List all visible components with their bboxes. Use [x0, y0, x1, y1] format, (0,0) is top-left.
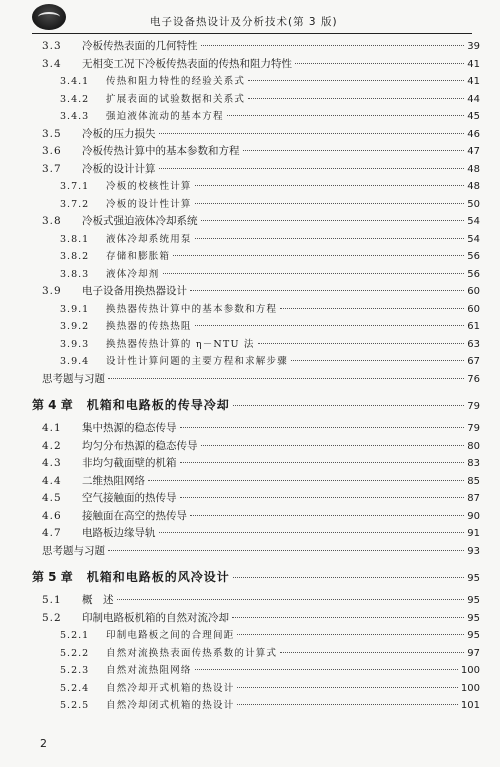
toc-entry-number: 3.9.2 — [60, 321, 90, 332]
toc-entry-page: 95 — [467, 630, 480, 641]
toc-entry-number: 3.4 — [42, 57, 62, 70]
page-number: 2 — [40, 737, 47, 750]
toc-leader-dots — [227, 115, 465, 116]
toc-entry-page: 39 — [467, 41, 480, 52]
toc-leader-dots — [180, 497, 465, 498]
toc-entry-page: 56 — [467, 268, 480, 280]
toc-entry-page: 101 — [460, 700, 480, 711]
toc-entry-page: 97 — [467, 647, 480, 659]
toc-leader-dots — [190, 515, 464, 516]
toc-entry[interactable] — [32, 91, 480, 109]
toc-leader-dots — [248, 80, 464, 81]
toc-entry-number: 5.2 — [42, 611, 62, 624]
toc-entry-title: 自然对流换热表面传热系数的计算式 — [106, 647, 278, 659]
toc-entry[interactable] — [32, 525, 480, 543]
toc-entry-page: 67 — [467, 356, 480, 367]
toc-entry-number: 3.8.3 — [60, 268, 90, 280]
toc-entry-number: 4.2 — [42, 439, 62, 452]
toc-leader-dots — [180, 427, 465, 428]
toc-leader-dots — [159, 168, 465, 169]
toc-entry[interactable] — [32, 108, 480, 126]
toc-entry-page: 95 — [467, 612, 480, 624]
toc-leader-dots — [108, 378, 464, 379]
toc-entry-number: 3.7 — [42, 162, 62, 175]
toc-entry-page: 85 — [467, 475, 480, 487]
toc-entry-page: 60 — [467, 303, 480, 315]
toc-leader-dots — [195, 203, 465, 204]
toc-entry-title: 思考题与习题 — [42, 544, 105, 557]
toc-entry-number: 4.5 — [42, 492, 62, 504]
toc-entry[interactable] — [32, 490, 480, 508]
toc-entry-number: 3.9.4 — [60, 356, 90, 367]
toc-entry-number: 3.5 — [42, 127, 62, 140]
toc-entry-title: 冷板的校核性计算 — [106, 181, 192, 192]
toc-entry-page: 83 — [467, 458, 480, 469]
toc-entry-number: 3.3 — [42, 40, 62, 52]
toc-entry-page: 80 — [467, 440, 480, 452]
page-header — [0, 0, 500, 38]
toc-entry-title: 换热器传热计算中的基本参数和方程 — [106, 303, 278, 315]
toc-leader-dots — [163, 273, 465, 274]
toc-entry-title: 印制电路板机箱的自然对流冷却 — [82, 611, 229, 624]
toc-entry-title: 自然冷却闭式机箱的热设计 — [106, 700, 235, 711]
toc-leader-dots — [201, 220, 465, 221]
toc-entry-title: 液体冷却剂 — [106, 268, 160, 280]
toc-entry-title: 存储和膨胀箱 — [106, 251, 171, 262]
toc-leader-dots — [195, 669, 458, 670]
toc-entry-number: 4.7 — [42, 527, 62, 539]
publisher-logo-icon — [32, 4, 66, 30]
toc-entry[interactable] — [32, 73, 480, 91]
toc-entry[interactable] — [32, 126, 480, 144]
toc-entry[interactable] — [32, 213, 480, 231]
toc-leader-dots — [117, 599, 465, 600]
toc-leader-dots — [233, 577, 465, 578]
toc-leader-dots — [159, 532, 465, 533]
toc-entry-title: 空气接触面的热传导 — [82, 492, 177, 504]
toc-entry-number: 5.2.3 — [60, 665, 90, 676]
toc-entry-number: 3.7.2 — [60, 198, 90, 210]
toc-leader-dots — [291, 360, 464, 361]
toc-leader-dots — [195, 238, 465, 239]
toc-entry-number: 3.8.1 — [60, 233, 90, 245]
toc-entry-number: 3.9.3 — [60, 338, 90, 350]
toc-entry-page: 48 — [467, 181, 480, 192]
toc-entry[interactable] — [32, 336, 480, 354]
toc-entry-page: 79 — [467, 401, 480, 412]
toc-entry-title: 电子设备用换热器设计 — [82, 285, 187, 297]
toc-entry-title: 冷板传热计算中的基本参数和方程 — [82, 145, 240, 157]
toc-entry-title: 非均匀截面壁的机箱 — [82, 457, 177, 469]
toc-entry[interactable] — [32, 178, 480, 196]
toc-entry-title: 均匀分布热源的稳态传导 — [82, 439, 198, 452]
toc-entry-title: 扩展表面的试验数据和关系式 — [106, 93, 246, 105]
toc-entry-number: 3.8.2 — [60, 251, 90, 262]
toc-entry-page: 45 — [467, 111, 480, 122]
toc-leader-dots — [148, 480, 464, 481]
toc-entry-page: 46 — [467, 128, 480, 140]
toc-entry-page: 93 — [467, 545, 480, 557]
toc-entry-title: 冷板传热表面的几何特性 — [82, 40, 198, 52]
table-of-contents — [32, 38, 480, 715]
toc-chapter-entry[interactable] — [32, 392, 480, 420]
toc-entry-number: 5.2.5 — [60, 700, 90, 711]
toc-entry[interactable] — [32, 543, 480, 561]
toc-entry[interactable] — [32, 680, 480, 698]
toc-entry-page: 60 — [467, 286, 480, 297]
toc-leader-dots — [258, 343, 465, 344]
toc-entry-title: 换热器的传热热阻 — [106, 321, 192, 332]
toc-entry-number: 4.1 — [42, 422, 62, 434]
toc-leader-dots — [237, 704, 458, 705]
toc-leader-dots — [248, 98, 464, 99]
toc-chapter-entry[interactable] — [32, 564, 480, 592]
toc-entry-title: 换热器传热计算的 η－NTU 法 — [106, 338, 255, 350]
toc-entry-number: 4.3 — [42, 457, 62, 469]
toc-entry-page: 95 — [467, 573, 480, 584]
toc-leader-dots — [108, 550, 464, 551]
toc-entry-title: 思考题与习题 — [42, 372, 105, 385]
toc-entry-page: 44 — [467, 93, 480, 105]
toc-entry[interactable] — [32, 438, 480, 456]
toc-entry-number: 3.4.1 — [60, 76, 90, 87]
toc-entry-number: 5.1 — [42, 594, 62, 606]
toc-leader-dots — [280, 308, 464, 309]
toc-entry[interactable] — [32, 662, 480, 680]
toc-entry-title: 自然冷却开式机箱的热设计 — [106, 682, 235, 694]
toc-entry-title: 冷板的设计计算 — [82, 162, 156, 175]
toc-entry-title: 概 述 — [82, 594, 114, 606]
toc-entry-title: 二维热阻网络 — [82, 474, 145, 487]
toc-leader-dots — [237, 687, 458, 688]
toc-entry-number: 5.2.2 — [60, 647, 90, 659]
toc-entry[interactable] — [32, 610, 480, 628]
toc-entry-title: 自然对流热阻网络 — [106, 665, 192, 676]
toc-leader-dots — [237, 634, 464, 635]
running-header-title: 电子设备热设计及分析技术(第 3 版) — [150, 16, 338, 28]
toc-entry-page: 41 — [467, 58, 480, 70]
toc-entry-page: 50 — [467, 198, 480, 210]
toc-entry-page: 54 — [467, 233, 480, 245]
toc-entry[interactable] — [32, 645, 480, 663]
toc-leader-dots — [295, 63, 464, 64]
toc-entry-number: 3.6 — [42, 145, 62, 157]
toc-entry-page: 95 — [467, 595, 480, 606]
toc-entry[interactable] — [32, 592, 480, 610]
toc-entry-number: 第 5 章 — [32, 570, 73, 584]
toc-entry[interactable] — [32, 318, 480, 336]
toc-entry[interactable] — [32, 420, 480, 438]
toc-entry-number: 第 4 章 — [32, 398, 73, 412]
toc-leader-dots — [180, 462, 465, 463]
toc-leader-dots — [195, 325, 465, 326]
toc-entry-page: 87 — [467, 493, 480, 504]
toc-entry-title: 传热和阻力特性的经验关系式 — [106, 76, 246, 87]
toc-entry[interactable] — [32, 56, 480, 74]
toc-entry[interactable] — [32, 231, 480, 249]
toc-entry[interactable] — [32, 143, 480, 161]
toc-leader-dots — [232, 617, 464, 618]
toc-entry-title: 冷板的压力损失 — [82, 127, 156, 140]
toc-entry[interactable] — [32, 38, 480, 56]
toc-entry-page: 63 — [467, 338, 480, 350]
toc-leader-dots — [201, 445, 465, 446]
toc-entry[interactable] — [32, 697, 480, 715]
toc-leader-dots — [233, 405, 465, 406]
toc-entry-title: 设计性计算问题的主要方程和求解步骤 — [106, 356, 288, 367]
toc-entry-title: 印制电路板之间的合理间距 — [106, 630, 235, 641]
toc-entry-page: 41 — [467, 76, 480, 87]
toc-entry-number: 4.4 — [42, 474, 62, 487]
toc-entry-number: 5.2.4 — [60, 682, 90, 694]
toc-entry[interactable] — [32, 627, 480, 645]
toc-entry-page: 91 — [467, 528, 480, 539]
toc-entry[interactable] — [32, 508, 480, 526]
toc-entry-page: 56 — [467, 251, 480, 262]
toc-entry-page: 48 — [467, 163, 480, 175]
toc-entry-title: 无相变工况下冷板传热表面的传热和阻力特性 — [82, 57, 292, 70]
toc-entry[interactable] — [32, 301, 480, 319]
toc-leader-dots — [190, 290, 464, 291]
toc-entry-page: 79 — [467, 423, 480, 434]
toc-entry-number: 3.9 — [42, 285, 62, 297]
toc-entry-number: 3.8 — [42, 215, 62, 227]
toc-entry[interactable] — [32, 283, 480, 301]
toc-entry-page: 76 — [467, 373, 480, 385]
toc-entry-title: 电路板边缘导轨 — [82, 527, 156, 539]
toc-entry-number: 3.9.1 — [60, 303, 90, 315]
toc-entry-page: 100 — [460, 682, 480, 694]
toc-entry-number: 5.2.1 — [60, 630, 90, 641]
toc-entry[interactable] — [32, 473, 480, 491]
toc-entry-title: 液体冷却系统用泵 — [106, 233, 192, 245]
toc-entry-page: 90 — [467, 510, 480, 522]
toc-entry-title: 机箱和电路板的传导冷却 — [86, 398, 230, 412]
toc-entry[interactable] — [32, 196, 480, 214]
toc-leader-dots — [173, 255, 464, 256]
toc-entry[interactable] — [32, 353, 480, 371]
toc-leader-dots — [280, 652, 464, 653]
toc-entry-page: 100 — [460, 665, 480, 676]
toc-entry-title: 冷板式强迫液体冷却系统 — [82, 215, 198, 227]
toc-entry-title: 集中热源的稳态传导 — [82, 422, 177, 434]
toc-leader-dots — [159, 133, 465, 134]
toc-leader-dots — [201, 45, 465, 46]
toc-entry-title: 冷板的设计性计算 — [106, 198, 192, 210]
toc-entry-title: 机箱和电路板的风冷设计 — [86, 570, 230, 584]
toc-entry[interactable] — [32, 371, 480, 389]
toc-entry-number: 3.4.2 — [60, 93, 90, 105]
toc-entry[interactable] — [32, 248, 480, 266]
toc-entry[interactable] — [32, 266, 480, 284]
toc-entry[interactable] — [32, 455, 480, 473]
toc-entry-title: 强迫液体流动的基本方程 — [106, 111, 224, 122]
toc-entry-title: 接触面在高空的热传导 — [82, 509, 187, 522]
toc-entry-page: 54 — [467, 216, 480, 227]
toc-entry-number: 4.6 — [42, 509, 62, 522]
header-rule — [32, 33, 472, 34]
toc-entry-number: 3.4.3 — [60, 111, 90, 122]
toc-leader-dots — [195, 185, 465, 186]
toc-entry-page: 61 — [467, 321, 480, 332]
toc-entry[interactable] — [32, 161, 480, 179]
toc-leader-dots — [243, 150, 465, 151]
toc-entry-page: 47 — [467, 146, 480, 157]
toc-entry-number: 3.7.1 — [60, 181, 90, 192]
